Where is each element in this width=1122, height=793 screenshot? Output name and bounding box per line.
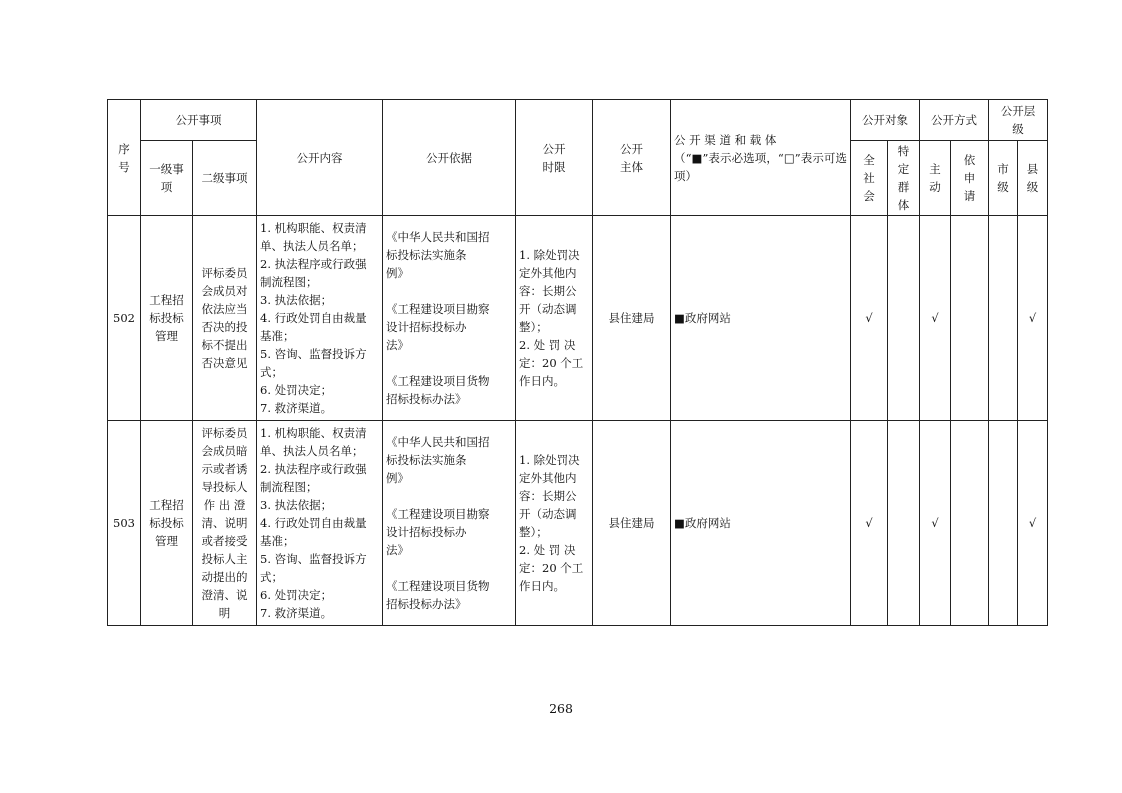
row-subject: 县住建局: [593, 421, 671, 626]
header-target-specific: 特 定 群 体: [888, 141, 920, 216]
header-channel: 公 开 渠 道 和 载 体 （“■”表示必选项，“□”表示可选项）: [671, 100, 851, 216]
header-basis: 公开依据: [383, 100, 516, 216]
row-target-all: √: [851, 421, 888, 626]
header-content: 公开内容: [257, 100, 383, 216]
row-content: 1. 机构职能、权责清 单、执法人员名单； 2. 执法程序或行政强 制流程图； 3. 执法依据； 4. 行政处罚自由裁量 基准； 5. 咨询、监督投诉方 式； 6. 处罚决定； 7. 救济渠道。: [257, 421, 383, 626]
header-target-all: 全 社 会: [851, 141, 888, 216]
row-level2: 评标委员 会成员对 依法应当 否决的投 标不提出 否决意见: [193, 216, 257, 421]
row-level-county: √: [1018, 216, 1048, 421]
row-subject: 县住建局: [593, 216, 671, 421]
row-method-active: √: [920, 216, 951, 421]
header-subject: 公开 主体: [593, 100, 671, 216]
page-number: 268: [549, 701, 573, 716]
header-public-items: 公开事项: [141, 100, 257, 141]
header-method: 公开方式: [920, 100, 989, 141]
row-channel: ■政府网站: [671, 216, 851, 421]
row-target-specific: [888, 421, 920, 626]
header-seq: 序 号: [108, 100, 141, 216]
disclosure-table: [107, 99, 1048, 626]
header-level: 公开层 级: [989, 100, 1048, 141]
row-basis: 《中华人民共和国招 标投标法实施条 例》 《工程建设项目勘察 设计招标投标办 法》 《工程建设项目货物 招标投标办法》: [383, 216, 516, 421]
header-deadline: 公开 时限: [516, 100, 593, 216]
row-level-city: [989, 216, 1018, 421]
table-row: [108, 421, 1048, 626]
row-level1: 工程招 标投标 管理: [141, 421, 193, 626]
header-level2: 二级事项: [193, 141, 257, 216]
row-deadline: 1. 除处罚决 定外其他内 容：长期公 开（动态调 整）； 2. 处 罚 决 定：20 个工 作日内。: [516, 216, 593, 421]
row-seq: 502: [108, 216, 141, 421]
row-level1: 工程招 标投标 管理: [141, 216, 193, 421]
header-level1: 一级事 项: [141, 141, 193, 216]
row-level-county: √: [1018, 421, 1048, 626]
header-method-active: 主 动: [920, 141, 951, 216]
row-target-all: √: [851, 216, 888, 421]
row-basis: 《中华人民共和国招 标投标法实施条 例》 《工程建设项目勘察 设计招标投标办 法》 《工程建设项目货物 招标投标办法》: [383, 421, 516, 626]
table-row: [108, 216, 1048, 421]
row-channel: ■政府网站: [671, 421, 851, 626]
header-row-1: [108, 100, 1048, 141]
header-level-city: 市 级: [989, 141, 1018, 216]
row-level-city: [989, 421, 1018, 626]
row-method-active: √: [920, 421, 951, 626]
header-target: 公开对象: [851, 100, 920, 141]
header-method-request: 依 申 请: [951, 141, 989, 216]
row-deadline: 1. 除处罚决 定外其他内 容：长期公 开（动态调 整）； 2. 处 罚 决 定：20 个工 作日内。: [516, 421, 593, 626]
row-level2: 评标委员 会成员暗 示或者诱 导投标人 作 出 澄 清、说明 或者接受 投标人主 动提出的 澄清、说 明: [193, 421, 257, 626]
row-method-request: [951, 216, 989, 421]
header-level-county: 县 级: [1018, 141, 1048, 216]
row-method-request: [951, 421, 989, 626]
row-seq: 503: [108, 421, 141, 626]
row-content: 1. 机构职能、权责清 单、执法人员名单； 2. 执法程序或行政强 制流程图； 3. 执法依据； 4. 行政处罚自由裁量 基准； 5. 咨询、监督投诉方 式； 6. 处罚决定； 7. 救济渠道。: [257, 216, 383, 421]
row-target-specific: [888, 216, 920, 421]
